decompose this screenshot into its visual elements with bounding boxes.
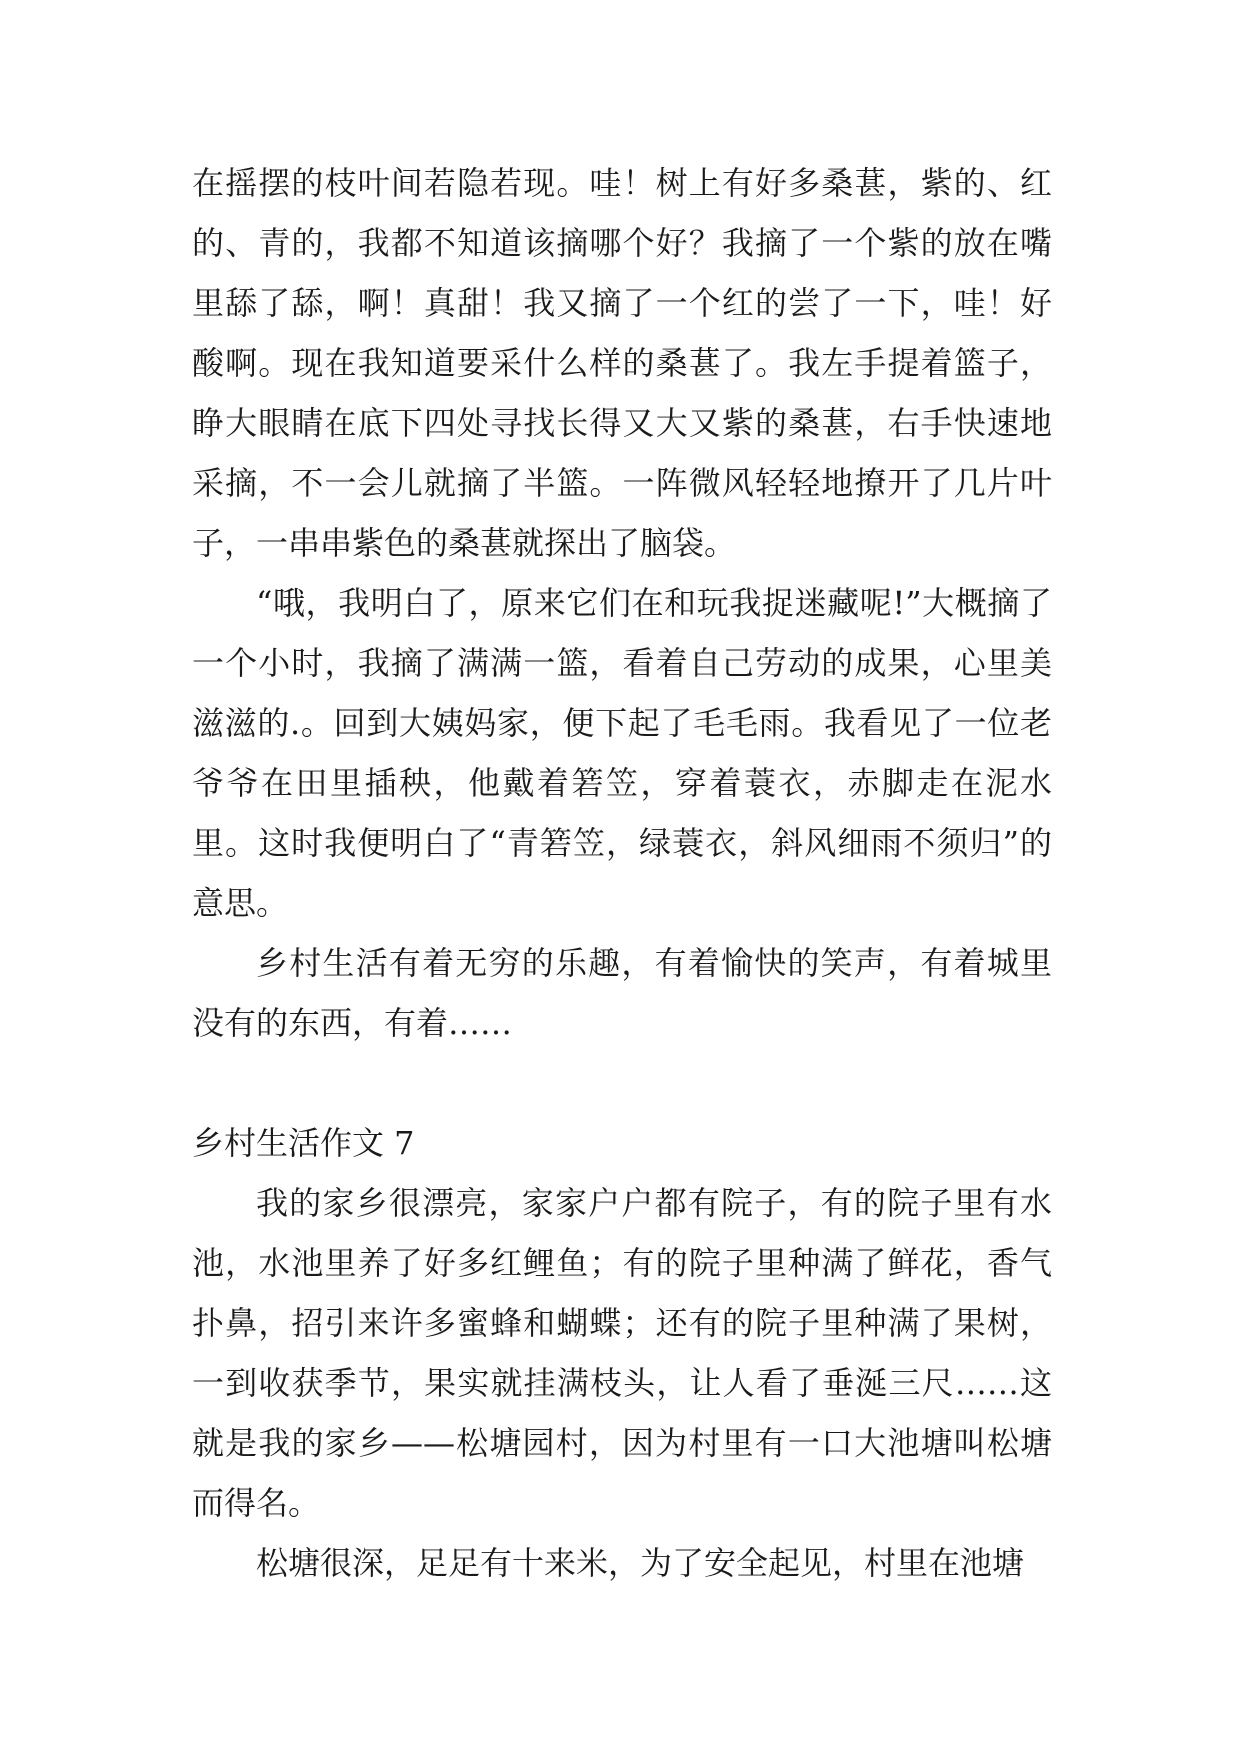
paragraph-hometown: 我的家乡很漂亮，家家户户都有院子，有的院子里有水池，水池里养了好多红鲤鱼；有的院子里种满了鲜花，香气扑鼻，招引来许多蜜蜂和蝴蝶；还有的院子里种满了果树，一到收获季节，果实就挂满枝头，让人看了垂涎三尺……这就是我的家乡——松塘园村，因为村里有一口大池塘叫松塘而得名。	[192, 1184, 1052, 1522]
paragraph-village-joy: 乡村生活有着无穷的乐趣，有着愉快的笑声，有着城里没有的东西，有着……	[192, 944, 1052, 1042]
paragraph-pond: 松塘很深，足足有十来米，为了安全起见，村里在池塘	[256, 1544, 1025, 1582]
paragraph-hide-and-seek: “哦，我明白了，原来它们在和玩我捉迷藏呢!”大概摘了一个小时，我摘了满满一篮，看着自己劳动的成果，心里美滋滋的.。回到大姨妈家，便下起了毛毛雨。我看见了一位老爷爷在田里插秧，他戴着箬笠，穿着蓑衣，赤脚走在泥水里。这时我便明白了“青箬笠，绿蓑衣，斜风细雨不须归”的意思。	[192, 584, 1052, 922]
section-title: 乡村生活作文 7	[192, 1124, 415, 1162]
document-body	[192, 153, 1052, 1593]
paragraph-mulberry-picking: 在摇摆的枝叶间若隐若现。哇！树上有好多桑葚，紫的、红的、青的，我都不知道该摘哪个好？我摘了一个紫的放在嘴里舔了舔，啊！真甜！我又摘了一个红的尝了一下，哇！好酸啊。现在我知道要采什么样的桑葚了。我左手提着篮子，睁大眼睛在底下四处寻找长得又大又紫的桑葚，右手快速地采摘，不一会儿就摘了半篮。一阵微风轻轻地撩开了几片叶子，一串串紫色的桑葚就探出了脑袋。	[192, 164, 1052, 562]
